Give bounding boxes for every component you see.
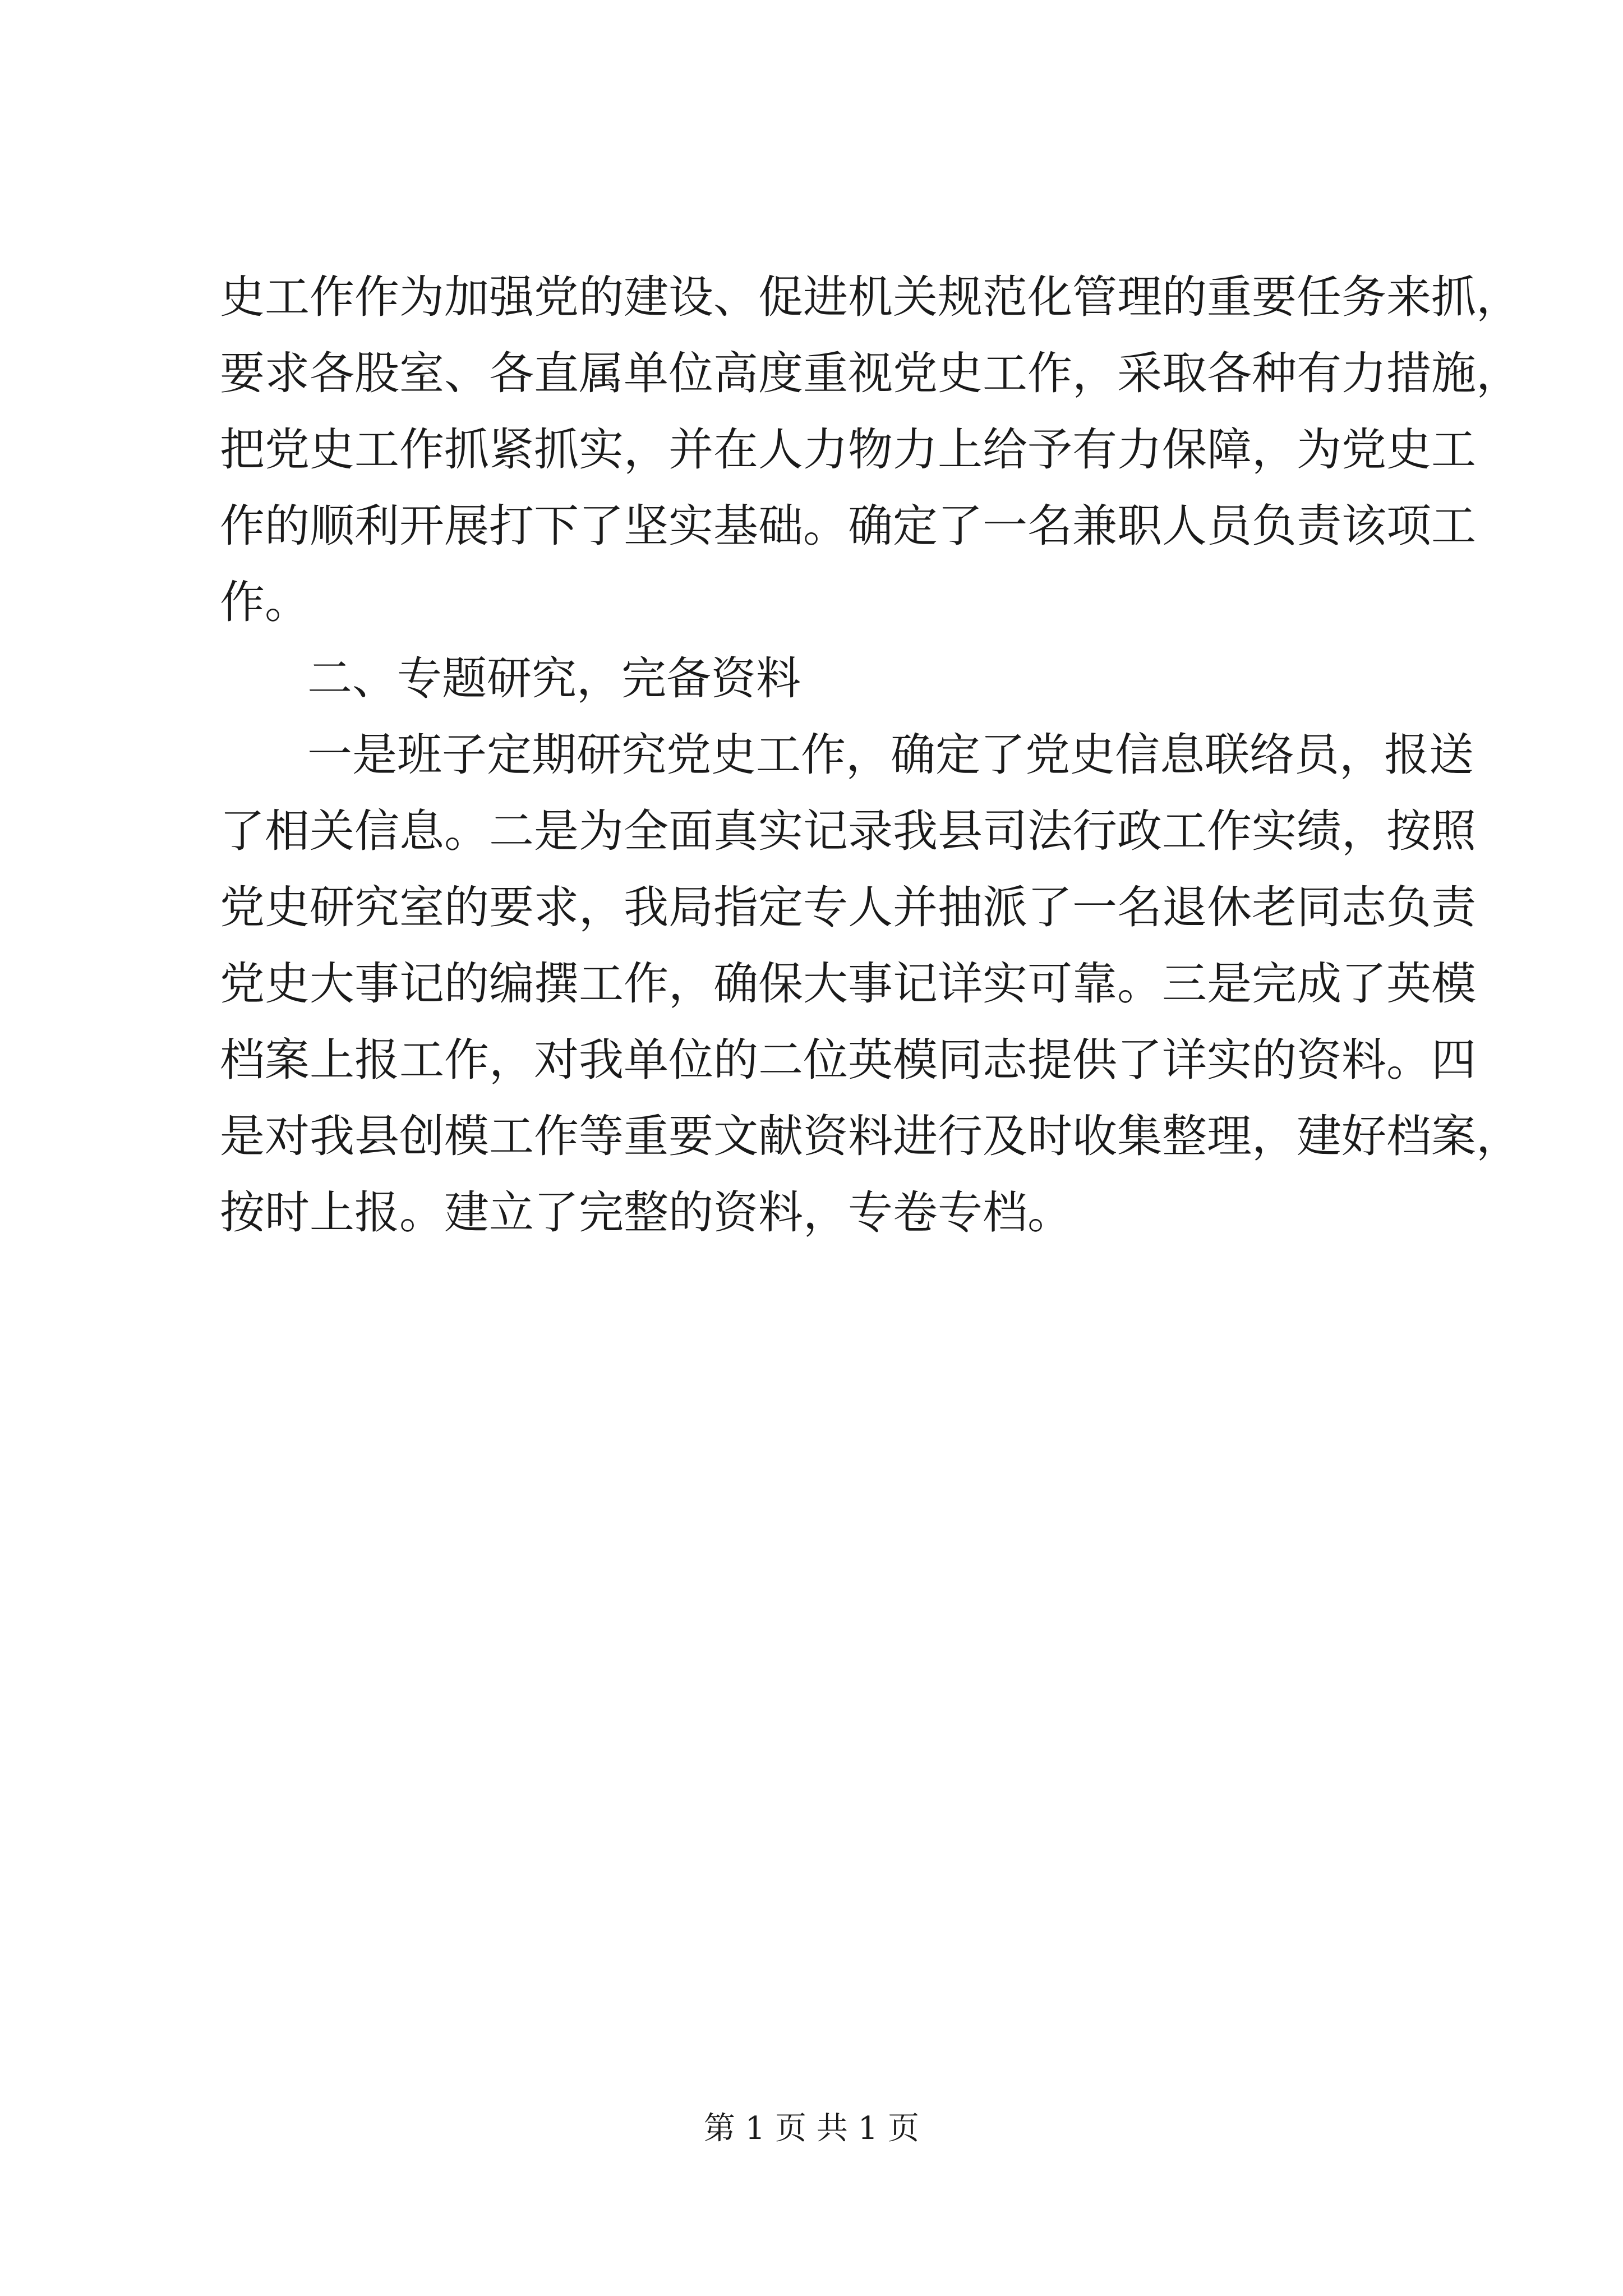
text-line: 要求各股室、各直属单位高度重视党史工作，采取各种有力措施， — [220, 347, 1521, 399]
text-line: 党史研究室的要求，我局指定专人并抽派了一名退休老同志负责 — [220, 881, 1476, 933]
text-line: 把党史工作抓紧抓实，并在人力物力上给予有力保障，为党史工 — [220, 424, 1476, 476]
page-footer: 第 1 页 共 1 页 — [703, 2110, 920, 2147]
section-heading: 二、专题研究，完备资料 — [307, 652, 801, 705]
text-line: 作。 — [220, 576, 310, 628]
text-line: 党史大事记的编撰工作，确保大事记详实可靠。三是完成了英模 — [220, 958, 1476, 1010]
text-line: 一是班子定期研究党史工作，确定了党史信息联络员，报送 — [307, 729, 1474, 781]
text-line: 史工作作为加强党的建设、促进机关规范化管理的重要任务来抓， — [220, 271, 1521, 323]
text-line: 按时上报。建立了完整的资料，专卷专档。 — [220, 1186, 1072, 1239]
text-line: 档案上报工作，对我单位的二位英模同志提供了详实的资料。四 — [220, 1034, 1476, 1086]
text-line: 是对我县创模工作等重要文献资料进行及时收集整理，建好档案， — [220, 1110, 1521, 1162]
text-line: 了相关信息。二是为全面真实记录我县司法行政工作实绩，按照 — [220, 805, 1476, 857]
text-line: 作的顺利开展打下了坚实基础。确定了一名兼职人员负责该项工 — [220, 500, 1476, 552]
